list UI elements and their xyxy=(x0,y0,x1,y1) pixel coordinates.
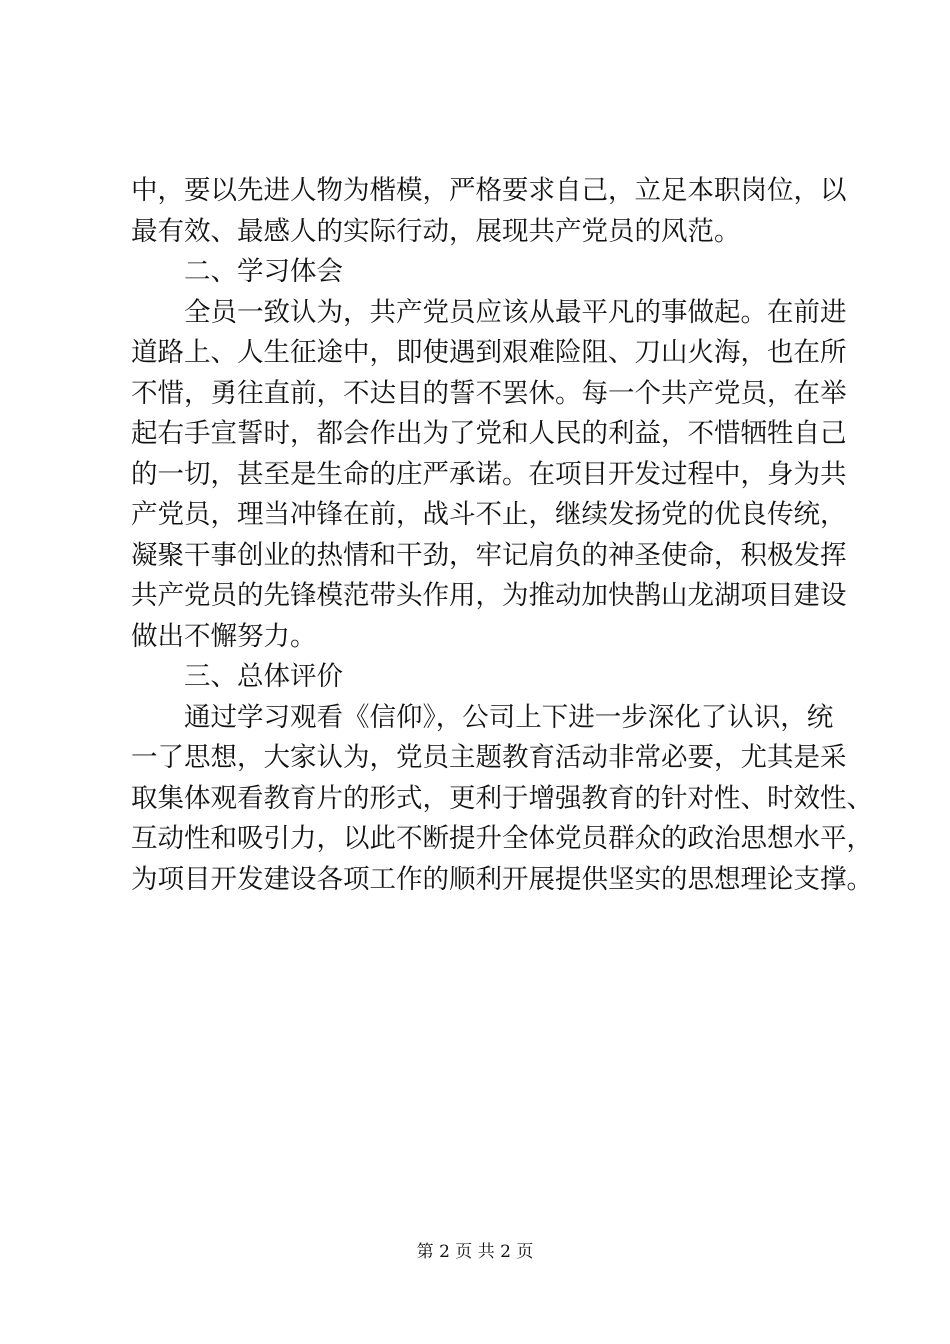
body-line: 最有效、最感人的实际行动，展现共产党员的风范。 xyxy=(131,215,741,247)
body-line: 产党员，理当冲锋在前，战斗不止，继续发扬党的优良传统， xyxy=(131,499,847,530)
body-line: 全员一致认为，共产党员应该从最平凡的事做起。在前进 xyxy=(184,296,847,328)
body-line: 凝聚干事创业的热情和干劲，牢记肩负的神圣使命，积极发挥 xyxy=(131,539,847,571)
section-heading: 三、总体评价 xyxy=(184,661,343,692)
body-line: 为项目开发建设各项工作的顺利开展提供坚实的思想理论支撑。 xyxy=(131,863,873,895)
body-line: 起右手宣誓时，都会作出为了党和人民的利益，不惜牺牲自己 xyxy=(131,418,847,449)
body-line: 一了思想，大家认为，党员主题教育活动非常必要，尤其是采 xyxy=(131,742,847,773)
body-line: 互动性和吸引力，以此不断提升全体党员群众的政治思想水平， xyxy=(131,823,873,854)
document-body xyxy=(131,171,873,900)
body-line: 共产党员的先锋模范带头作用，为推动加快鹊山龙湖项目建设 xyxy=(131,580,847,611)
body-line: 不惜，勇往直前，不达目的誓不罢休。每一个共产党员，在举 xyxy=(131,377,847,409)
section-heading: 二、学习体会 xyxy=(184,256,343,287)
body-line: 的一切，甚至是生命的庄严承诺。在项目开发过程中，身为共 xyxy=(131,458,847,490)
body-line: 通过学习观看《信仰》，公司上下进一步深化了认识，统 xyxy=(184,701,834,733)
body-line: 做出不懈努力。 xyxy=(131,620,317,652)
body-line: 道路上、人生征途中，即使遇到艰难险阻、刀山火海，也在所 xyxy=(131,337,847,368)
body-line: 取集体观看教育片的形式，更利于增强教育的针对性、时效性、 xyxy=(131,782,873,814)
page-number-footer: 第 2 页 共 2 页 xyxy=(416,1242,534,1262)
body-line: 中，要以先进人物为楷模，严格要求自己，立足本职岗位，以 xyxy=(131,175,847,206)
